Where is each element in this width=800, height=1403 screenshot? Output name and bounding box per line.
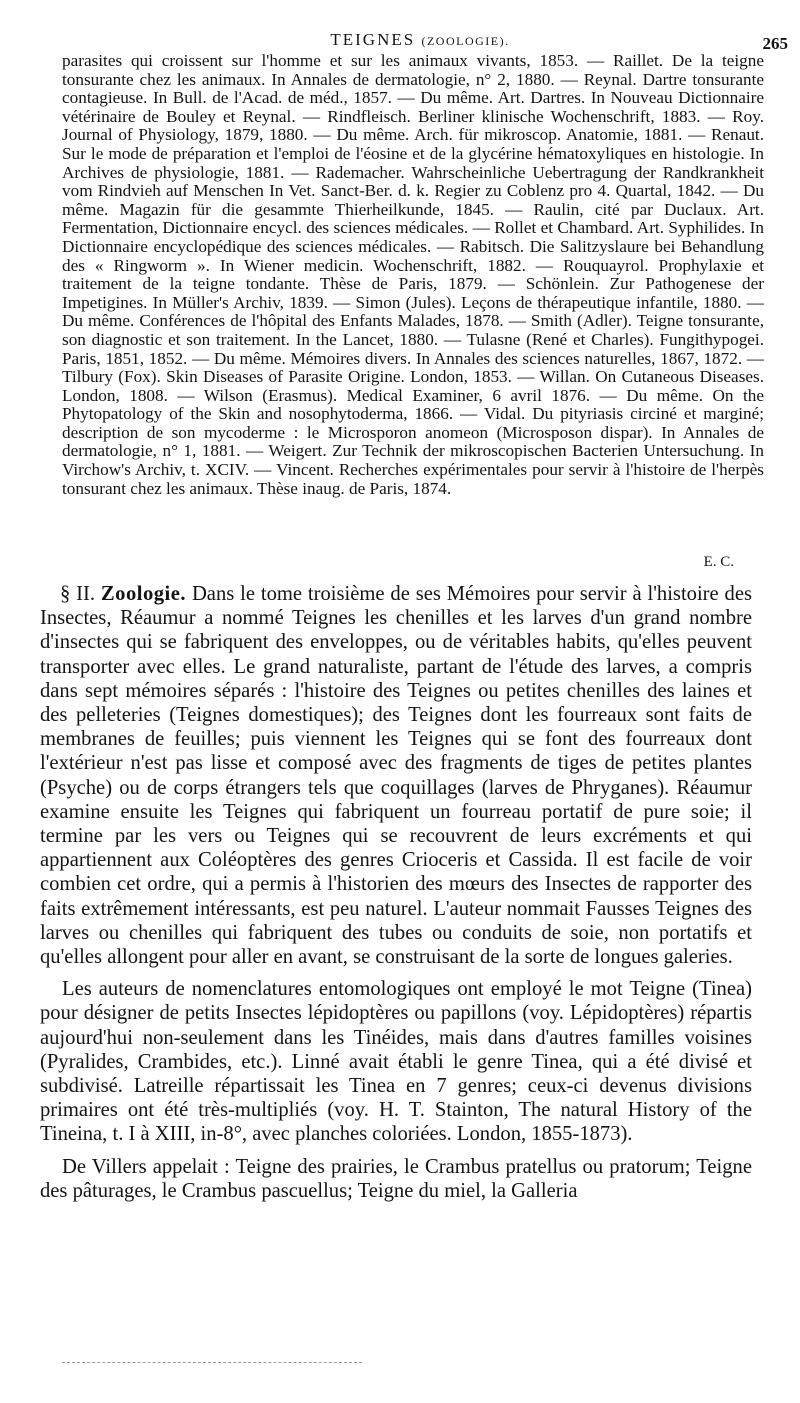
- paragraph-text: Dans le tome troisième de ses Mémoires pour servir à l'histoire des Insectes, Réaumur a nommé Teignes les chenilles et les larves d'un grand nombre d'insectes qui se fabriquent des enveloppes, ou de véritables habits, qu'elles peuvent transporter avec elles. Le grand naturaliste, partant de l'étude des larves, a compris dans sept mémoires séparés : l'histoire des Teignes ou petites chenilles des laines et des pelleteries (Teignes domestiques); des Teignes dont les fourreaux sont faits de membranes de feuilles; puis viennent les Teignes qui se font des fourreaux dont l'extérieur n'est pas lisse et composé avec des fragments de tiges de petites plantes (Psyche) ou de corps étrangers tels que coquillages (larves de Phryganes). Réaumur examine ensuite les Teignes qui fabriquent un fourreau portatif de pure soie; il termine par les vers ou Teignes qui se recouvrent de leurs excréments et qui appartiennent aux Coléoptères des genres Crioceris et Cassida. Il est facile de voir combien cet ordre, qui a permis à l'historien des mœurs des Insectes de rapporter des faits extrêmement intéressants, est peu naturel. L'auteur nommait Fausses Teignes des larves ou chenilles qui fabriquent des tubes ou conduits de soie, non portatifs et qu'elles allongent pour aller en avant, se construisant de la sorte de longues galeries.: [40, 583, 753, 969]
- running-title-paren: (ZOOLOGIE).: [421, 34, 510, 48]
- running-title-main: TEIGNES: [330, 30, 416, 49]
- footer-rule: [62, 1362, 362, 1363]
- section-paragraph-2: Les auteurs de nomenclatures entomologiques ont employé le mot Teigne (Tinea) pour désigner de petits Insectes lépidoptères ou papillons (voy. Lépidoptères) répartis aujourd'hui non-seulement dans les Tinéides, mais dans d'autres familles voisines (Pyralides, Crambides, etc.). Linné avait établi le genre Tinea, qui a été divisé et subdivisé. Latreille répartissait les Tinea en 7 genres; ceux-ci devenus divisions primaires ont été très-multipliés (voy. H. T. Stainton, The natural History of the Tineina, t. I à XIII, in-8°, avec planches coloriées. London, 1855-1873).: [40, 978, 752, 1146]
- author-signature: E. C.: [703, 554, 734, 570]
- running-title: [60, 30, 780, 50]
- section-paragraph-3: De Villers appelait : Teigne des prairies, le Crambus pratellus ou pratorum; Teigne des pâturages, le Crambus pascuellus; Teigne du miel, la Galleria: [40, 1155, 752, 1202]
- section-title: Zoologie.: [100, 583, 187, 605]
- article-body: [40, 582, 752, 1211]
- page-number: 265: [762, 34, 788, 53]
- section-number: § II.: [60, 583, 96, 605]
- bibliography-block: [62, 52, 764, 498]
- bibliography-text: parasites qui croissent sur l'homme et sur les animaux vivants, 1853. — Raillet. De la teigne tonsurante chez les animaux. In Annales de dermatologie, n° 2, 1880. — Reynal. Dartre tonsurante contagieuse. In Bull. de l'Acad. de méd., 1857. — Du même. Art. Dartres. In Nouveau Dictionnaire vétérinaire de Bouley et Reynal. — Rindfleisch. Berliner klinische Wochenschrift, 1883. — Roy. Journal of Physiology, 1879, 1880. — Du même. Arch. für mikroscop. Anatomie, 1881. — Renaut. Sur le mode de préparation et l'emploi de l'éosine et de la glycérine hématoxyliques en histologie. In Archives de physiologie, 1881. — Rademacher. Wahrscheinliche Uebertragung der Randkrankheit vom Rindvieh auf Menschen In Vet. Sanct-Ber. d. k. Regier zu Coblenz pro 4. Quartal, 1842. — Du même. Magazin für die gesammte Thierheilkunde, 1845. — Raulin, cité par Duclaux. Art. Fermentation, Dictionnaire encycl. des sciences médicales. — Rollet et Chambard. Art. Syphilides. In Dictionnaire encyclopédique des sciences médicales. — Rabitsch. Die Salitzyslaure bei Behandlung des « Ringworm ». In Wiener medicin. Wochenschrift, 1882. — Rouquayrol. Prophylaxie et traitement de la teigne tondante. Thèse de Paris, 1879. — Schönlein. Zur Pathogenese der Impetigines. In Müller's Archiv, 1839. — Simon (Jules). Leçons de thérapeutique infantile, 1880. — Du même. Conférences de l'hôpital des Enfants Malades, 1878. — Smith (Adler). Teigne tonsurante, son diagnostic et son traitement. In the Lancet, 1880. — Tulasne (René et Charles). Fungithypogei. Paris, 1851, 1852. — Du même. Mémoires divers. In Annales des sciences naturelles, 1867, 1872. — Tilbury (Fox). Skin Diseases of Parasite Origine. London, 1853. — Willan. On Cutaneous Diseases. London, 1808. — Wilson (Erasmus). Medical Examiner, 6 avril 1876. — Du même. On the Phytopatology of the Skin and nosophytoderma, 1866. — Vidal. Du pityriasis circiné et marginé; description de son mycoderme : le Microsporon anomeon (Microsposon dispar). In Annales de dermatologie, n° 1, 1881. — Weigert. Zur Technik der mikroscopischen Bacterien Untersuchung. In Virchow's Archiv, t. XCIV. — Vincent. Recherches expérimentales pour servir à l'histoire de l'herpès tonsurant chez les animaux. Thèse inaug. de Paris, 1874.: [62, 51, 764, 498]
- section-paragraph-1: [40, 582, 752, 969]
